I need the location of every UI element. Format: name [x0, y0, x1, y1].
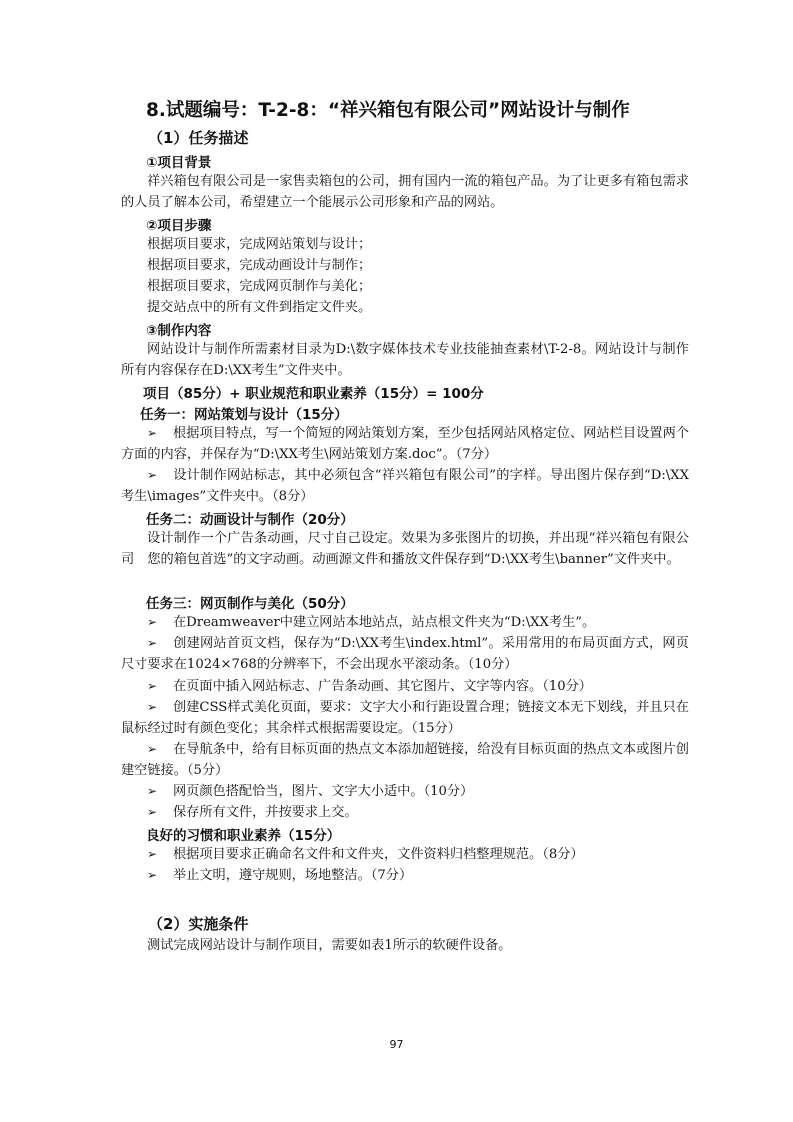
arrow-bullet-icon: [121, 844, 173, 865]
step-item: 提交站点中的所有文件到指定文件夹。: [147, 300, 372, 315]
page-title: 8.试题编号：T-2-8：“祥兴箱包有限公司”网站设计与制作: [146, 100, 630, 121]
arrow-bullet-icon: [121, 781, 173, 802]
task3-item: ➢网页颜色搭配恰当，图片、文字大小适中。（10分）: [121, 781, 689, 802]
task3-item: ➢创建网站首页文档，保存为“D:\XX考生\index.html”。采用常用的布局页面方式，网页尺寸要求在1024×768的分辨率下，不会出现水平滚动条。（10分）: [121, 633, 689, 675]
task3-item: ➢创建CSS样式美化页面，要求：文字大小和行距设置合理；链接文本无下划线，并且只在鼠标经过时有颜色变化；其余样式根据需要设定。（15分）: [121, 697, 689, 739]
arrow-bullet-icon: [121, 697, 173, 718]
arrow-bullet-icon: [121, 633, 173, 654]
habits-heading: 良好的习惯和职业素养（15分）: [146, 828, 341, 844]
page-number: 97: [389, 1038, 404, 1051]
arrow-bullet-icon: [121, 676, 173, 697]
habits-item: ➢根据项目要求正确命名文件和文件夹，文件资料归档整理规范。（8分）: [121, 844, 689, 865]
task1-item: ➢根据项目特点，写一个简短的网站策划方案，至少包括网站风格定位、网站栏目设置两个方面的内容，并保存为“D:\XX考生\网站策划方案.doc”。（7分）: [121, 423, 689, 465]
arrow-bullet-icon: [121, 865, 173, 886]
task3-item: ➢在Dreamweaver中建立网站本地站点，站点根文件夹为“D:\XX考生”。: [121, 612, 689, 633]
task1-heading: 任务一：网站策划与设计（15分）: [140, 407, 348, 423]
task3-item: ➢在页面中插入网站标志、广告条动画、其它图片、文字等内容。（10分）: [121, 676, 689, 697]
habits-item: ➢举止文明，遵守规则，场地整洁。（7分）: [121, 865, 689, 886]
content-heading: ③制作内容: [146, 323, 212, 339]
steps-heading: ②项目步骤: [146, 218, 212, 234]
task1-item: ➢设计制作网站标志，其中必须包含“祥兴箱包有限公司”的字样。导出图片保存到“D:\XX考生\images”文件夹中。（8分）: [121, 465, 689, 507]
content-text: 网站设计与制作所需素材目录为D:\数字媒体技术专业技能抽查素材\T-2-8。网站设计与制作所有内容保存在D:\XX考生”文件夹中。: [121, 342, 689, 378]
background-heading: ①项目背景: [146, 155, 212, 171]
arrow-bullet-icon: [121, 612, 173, 633]
step-item: 根据项目要求，完成网页制作与美化；: [147, 279, 372, 294]
arrow-bullet-icon: [121, 423, 173, 444]
section1-heading: （1）任务描述: [148, 129, 249, 147]
arrow-bullet-icon: [121, 802, 173, 823]
task2-heading: 任务二：动画设计与制作（20分）: [146, 512, 354, 528]
task3-item: ➢保存所有文件，并按要求上交。: [121, 802, 689, 823]
background-text: 祥兴箱包有限公司是一家售卖箱包的公司，拥有国内一流的箱包产品。为了让更多有箱包需求的人员了解本公司，希望建立一个能展示公司形象和产品的网站。: [121, 174, 689, 210]
score-line: 项目（85分）+ 职业规范和职业素养（15分）= 100分: [143, 386, 484, 402]
arrow-bullet-icon: [121, 739, 173, 760]
step-item: 根据项目要求，完成动画设计与制作；: [147, 258, 372, 273]
task3-item: ➢在导航条中，给有目标页面的热点文本添加超链接，给没有目标页面的热点文本或图片创建空链接。（5分）: [121, 739, 689, 781]
section2-heading: （2）实施条件: [148, 915, 249, 933]
section2-text: 测试完成网站设计与制作项目，需要如表1所示的软硬件设备。: [147, 938, 512, 953]
arrow-bullet-icon: [121, 465, 173, 486]
task2-text: 设计制作一个广告条动画，尺寸自己设定。效果为多张图片的切换，并出现“祥兴箱包有限公司 您的箱包首选”的文字动画。动画源文件和播放文件保存到“D:\XX考生\banner”文件夹中。: [121, 531, 689, 567]
task3-heading: 任务三：网页制作与美化（50分）: [146, 596, 354, 612]
step-item: 根据项目要求，完成网站策划与设计；: [147, 237, 372, 252]
